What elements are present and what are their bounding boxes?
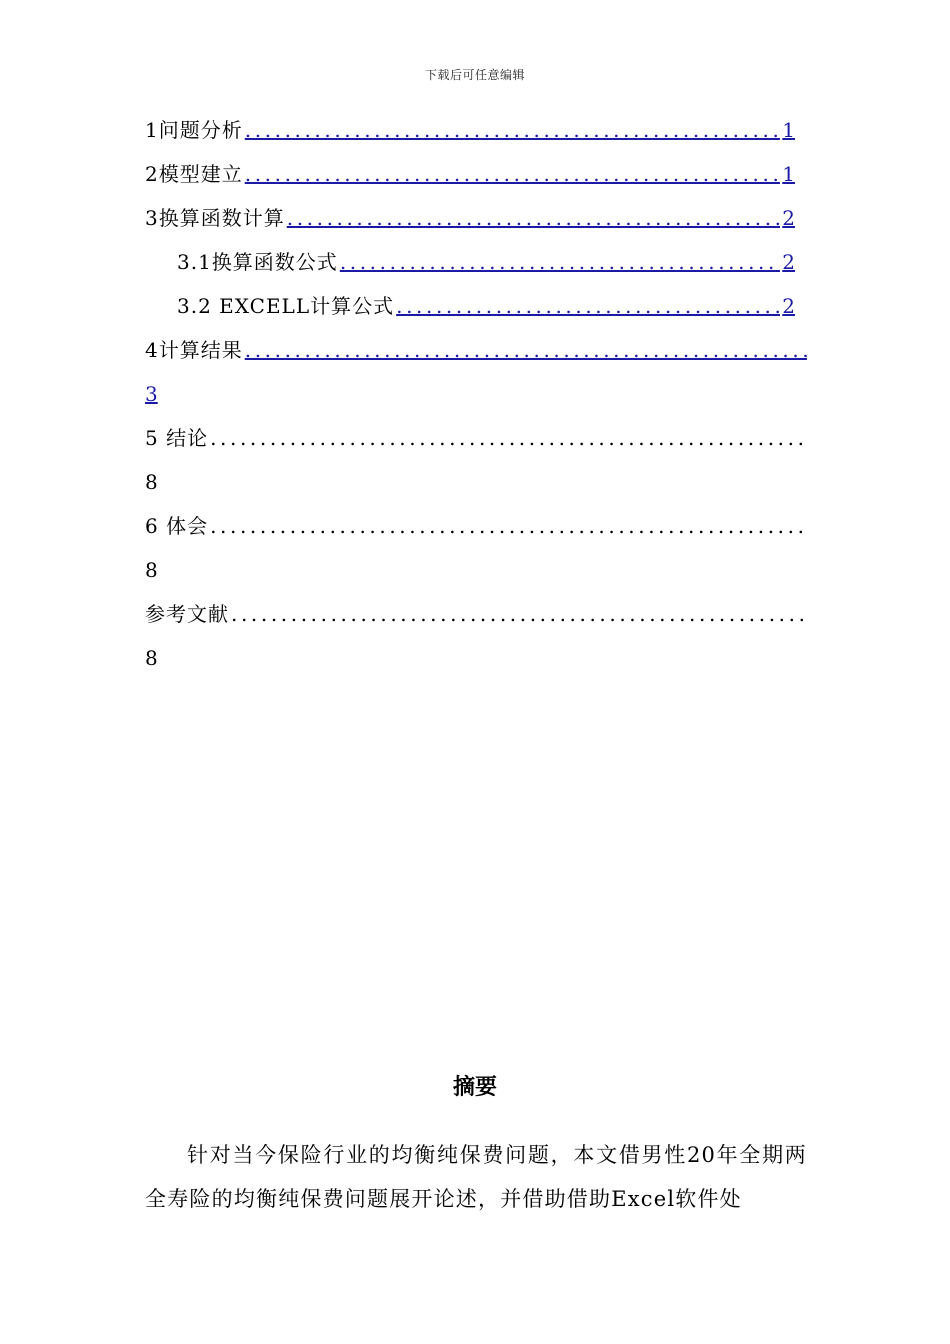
- toc-page-number[interactable]: 3: [145, 382, 158, 406]
- abstract-heading: 摘要: [452, 1075, 497, 1100]
- toc-page-number[interactable]: 2: [782, 250, 795, 274]
- toc-entry-title: 4计算结果: [145, 338, 243, 362]
- toc-entry-reflections[interactable]: [145, 511, 807, 541]
- toc-entry-title: 3.2 EXCELL计算公式: [177, 294, 395, 318]
- toc-entry-problem-analysis[interactable]: [145, 115, 795, 145]
- toc-page-number[interactable]: 2: [782, 294, 795, 318]
- toc-entry-conversion-function-formula[interactable]: [177, 247, 795, 277]
- toc-dot-leader: [208, 423, 807, 453]
- toc-page-number: 8: [145, 558, 158, 582]
- toc-page-number: 8: [145, 646, 158, 670]
- toc-dot-leader: [338, 247, 780, 277]
- toc-entry-title: 6 体会: [145, 514, 209, 538]
- toc-dot-leader: [243, 159, 781, 189]
- toc-page-number[interactable]: 1: [782, 118, 795, 142]
- toc-dot-leader: [285, 203, 781, 233]
- toc-entry-title: 3换算函数计算: [145, 206, 285, 230]
- toc-entry-conclusion[interactable]: [145, 423, 807, 453]
- toc-dot-leader: [229, 599, 807, 629]
- toc-dot-leader: [243, 115, 781, 145]
- toc-entry-title: 3.1换算函数公式: [177, 250, 338, 274]
- toc-entry-title: 1问题分析: [145, 118, 243, 142]
- toc-dot-leader: [394, 291, 780, 321]
- abstract-body: 针对当今保险行业的均衡纯保费问题，本文借男性20年全期两全寿险的均衡纯保费问题展开论述，并借助借助Excel软件处: [145, 1143, 807, 1211]
- toc-dot-leader: [208, 511, 807, 541]
- toc-page-number: 8: [145, 470, 158, 494]
- toc-entry-references[interactable]: [145, 599, 807, 629]
- toc-entry-title: 参考文献: [145, 602, 229, 626]
- toc-entry-title: 2模型建立: [145, 162, 243, 186]
- toc-dot-leader: [243, 335, 807, 365]
- toc-entry-calculation-results[interactable]: [145, 335, 807, 365]
- header-note: 下载后可任意编辑: [424, 68, 525, 82]
- toc-page-number[interactable]: 2: [782, 206, 795, 230]
- toc-entry-conversion-function-calc[interactable]: [145, 203, 795, 233]
- toc-entry-model-building[interactable]: [145, 159, 795, 189]
- toc-entry-excell-formula[interactable]: [177, 291, 795, 321]
- toc-page-number[interactable]: 1: [782, 162, 795, 186]
- toc-entry-title: 5 结论: [145, 426, 209, 450]
